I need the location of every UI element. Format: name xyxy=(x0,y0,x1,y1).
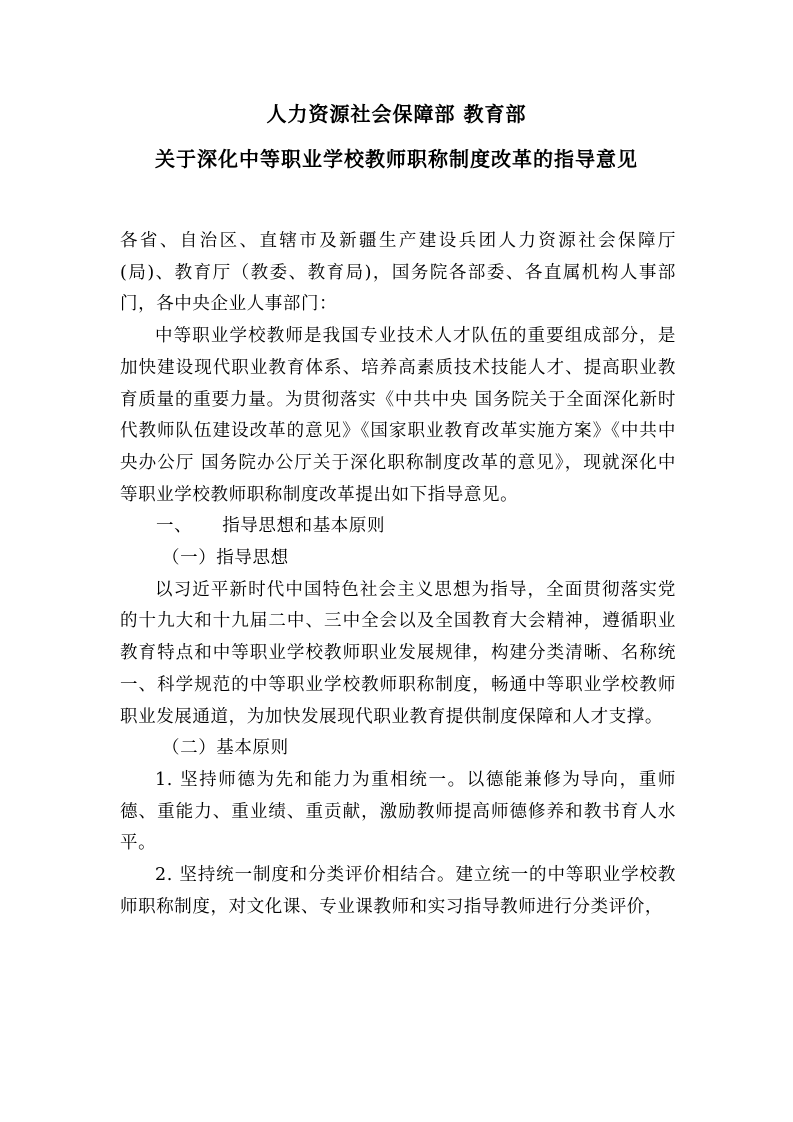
document-body xyxy=(120,226,676,923)
principle-2-paragraph: 2. 坚持统一制度和分类评价相结合。建立统一的中等职业学校教师职称制度，对文化课、专业课教师和实习指导教师进行分类评价， xyxy=(120,865,676,917)
guiding-ideology-paragraph: 以习近平新时代中国特色社会主义思想为指导，全面贯彻落实党的十九大和十九届二中、三中全会以及全国教育大会精神，遵循职业教育特点和中等职业学校教师职业发展规律，构建分类清晰、名称统一、科学规范的中等职业学校教师职称制度，畅通中等职业学校教师职业发展通道，为加快发展现代职业教育提供制度保障和人才支撑。 xyxy=(120,579,676,727)
document-title: 关于深化中等职业学校教师职称制度改革的指导意见 xyxy=(155,147,638,171)
document-title-issuer: 人力资源社会保障部 教育部 xyxy=(266,102,527,126)
section-title: 指导思想和基本原则 xyxy=(222,516,386,537)
intro-paragraph: 中等职业学校教师是我国专业技术人才队伍的重要组成部分，是加快建设现代职业教育体系、培养高素质技术技能人才、提高职业教育质量的重要力量。为贯彻落实《中共中央 国务院关于全面深化新时代教师队伍建设改革的意见》《国家职业教育改革实施方案》《中共中央办公厅 国务院办公厅关于深化职称制度改革的意见》，现就深化中等职业学校教师职称制度改革提出如下指导意见。 xyxy=(120,326,676,505)
principle-1-paragraph: 1. 坚持师德为先和能力为重相统一。以德能兼修为导向，重师德、重能力、重业绩、重贡献，激励教师提高师德修养和教书育人水平。 xyxy=(120,769,676,854)
section-number: 一、 xyxy=(156,516,193,537)
subsection-heading-basic-principles: （二）基本原则 xyxy=(162,738,289,759)
subsection-heading-guiding-ideology: （一）指导思想 xyxy=(162,548,289,569)
salutation-paragraph: 各省、自治区、直辖市及新疆生产建设兵团人力资源社会保障厅(局)、教育厅（教委、教育局)，国务院各部委、各直属机构人事部门，各中央企业人事部门： xyxy=(120,231,676,315)
section-heading xyxy=(120,511,676,543)
